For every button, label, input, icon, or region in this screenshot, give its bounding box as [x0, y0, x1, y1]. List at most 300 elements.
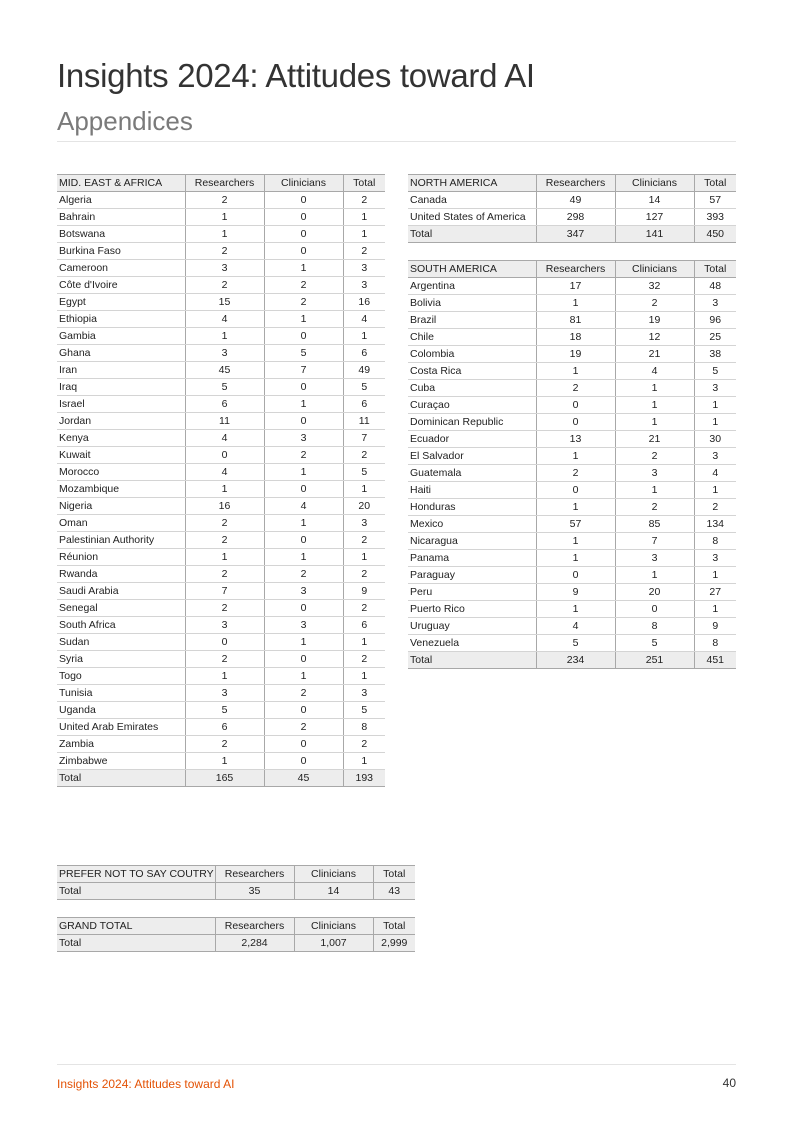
researchers-value: 0 — [536, 482, 615, 499]
researchers-value: 7 — [185, 583, 264, 600]
table-row — [408, 465, 736, 482]
country-name: Cameroon — [57, 260, 185, 277]
country-name: Total — [408, 226, 536, 243]
clinicians-value: 2 — [264, 566, 343, 583]
researchers-value: 3 — [185, 685, 264, 702]
table-row — [408, 499, 736, 516]
table-row — [57, 634, 385, 651]
country-name: Bahrain — [57, 209, 185, 226]
country-name: Puerto Rico — [408, 601, 536, 618]
total-value: 27 — [694, 584, 736, 601]
researchers-value: 57 — [536, 516, 615, 533]
clinicians-value: 0 — [264, 702, 343, 719]
clinicians-value: 2 — [264, 447, 343, 464]
clinicians-value: 0 — [264, 600, 343, 617]
clinicians-value: 0 — [264, 532, 343, 549]
region-label: PREFER NOT TO SAY COUTRY — [57, 866, 215, 883]
column-clinicians: Clinicians — [615, 175, 694, 192]
researchers-value: 5 — [185, 379, 264, 396]
total-value: 30 — [694, 431, 736, 448]
table-row — [57, 583, 385, 600]
country-name: Peru — [408, 584, 536, 601]
country-name: Zimbabwe — [57, 753, 185, 770]
table-row — [57, 379, 385, 396]
researchers-value: 2 — [536, 380, 615, 397]
total-value: 6 — [343, 345, 385, 362]
total-value: 1 — [343, 549, 385, 566]
researchers-value: 0 — [536, 397, 615, 414]
clinicians-value: 0 — [264, 481, 343, 498]
country-name: Total — [57, 935, 215, 952]
clinicians-value: 0 — [264, 651, 343, 668]
table-row — [408, 192, 736, 209]
clinicians-value: 3 — [615, 550, 694, 567]
researchers-value: 1 — [185, 753, 264, 770]
country-name: Gambia — [57, 328, 185, 345]
country-name: Venezuela — [408, 635, 536, 652]
clinicians-value: 1,007 — [294, 935, 373, 952]
total-value: 8 — [694, 533, 736, 550]
total-value: 2 — [343, 600, 385, 617]
clinicians-value: 0 — [264, 379, 343, 396]
total-value: 193 — [343, 770, 385, 787]
table-row — [408, 601, 736, 618]
country-name: South Africa — [57, 617, 185, 634]
researchers-value: 16 — [185, 498, 264, 515]
table-row — [408, 448, 736, 465]
clinicians-value: 8 — [615, 618, 694, 635]
clinicians-value: 2 — [264, 277, 343, 294]
researchers-value: 4 — [536, 618, 615, 635]
table-header-row — [57, 175, 385, 192]
total-value: 1 — [343, 634, 385, 651]
table-row — [57, 294, 385, 311]
column-clinicians: Clinicians — [264, 175, 343, 192]
table-row — [57, 549, 385, 566]
researchers-value: 1 — [185, 549, 264, 566]
total-value: 5 — [343, 379, 385, 396]
researchers-value: 2 — [185, 736, 264, 753]
researchers-value: 5 — [536, 635, 615, 652]
country-name: Haiti — [408, 482, 536, 499]
footer-title: Insights 2024: Attitudes toward AI — [57, 1077, 235, 1091]
country-name: Panama — [408, 550, 536, 567]
total-value: 1 — [343, 209, 385, 226]
clinicians-value: 14 — [294, 883, 373, 900]
clinicians-value: 4 — [615, 363, 694, 380]
researchers-value: 1 — [536, 533, 615, 550]
clinicians-value: 0 — [264, 736, 343, 753]
total-value: 3 — [343, 260, 385, 277]
total-value: 2,999 — [373, 935, 415, 952]
clinicians-value: 2 — [264, 719, 343, 736]
country-name: Réunion — [57, 549, 185, 566]
country-name: Total — [57, 883, 215, 900]
researchers-value: 35 — [215, 883, 294, 900]
total-value: 38 — [694, 346, 736, 363]
researchers-value: 3 — [185, 345, 264, 362]
researchers-value: 17 — [536, 278, 615, 295]
table-row — [408, 397, 736, 414]
country-name: Sudan — [57, 634, 185, 651]
table-row — [57, 617, 385, 634]
researchers-value: 298 — [536, 209, 615, 226]
researchers-value: 6 — [185, 719, 264, 736]
column-researchers: Researchers — [536, 175, 615, 192]
clinicians-value: 21 — [615, 431, 694, 448]
country-name: Total — [57, 770, 185, 787]
researchers-value: 13 — [536, 431, 615, 448]
researchers-value: 1 — [185, 226, 264, 243]
table-row — [57, 702, 385, 719]
total-value: 43 — [373, 883, 415, 900]
researchers-value: 2 — [185, 192, 264, 209]
researchers-value: 19 — [536, 346, 615, 363]
total-value: 3 — [343, 515, 385, 532]
clinicians-value: 0 — [264, 226, 343, 243]
country-name: Total — [408, 652, 536, 669]
table-row — [408, 329, 736, 346]
total-value: 5 — [343, 702, 385, 719]
table-row — [408, 635, 736, 652]
column-researchers: Researchers — [215, 866, 294, 883]
country-name: Uruguay — [408, 618, 536, 635]
country-name: United Arab Emirates — [57, 719, 185, 736]
column-researchers: Researchers — [215, 918, 294, 935]
clinicians-value: 1 — [615, 567, 694, 584]
table-row — [57, 311, 385, 328]
total-value: 6 — [343, 396, 385, 413]
total-value: 7 — [343, 430, 385, 447]
table-row — [57, 651, 385, 668]
total-value: 2 — [694, 499, 736, 516]
total-value: 48 — [694, 278, 736, 295]
total-value: 2 — [343, 447, 385, 464]
clinicians-value: 3 — [264, 617, 343, 634]
table-row — [57, 719, 385, 736]
region-label: NORTH AMERICA — [408, 175, 536, 192]
researchers-value: 1 — [536, 295, 615, 312]
researchers-value: 1 — [185, 328, 264, 345]
clinicians-value: 2 — [615, 295, 694, 312]
researchers-value: 1 — [536, 499, 615, 516]
total-value: 2 — [343, 736, 385, 753]
country-name: Nicaragua — [408, 533, 536, 550]
researchers-value: 3 — [185, 617, 264, 634]
country-name: Rwanda — [57, 566, 185, 583]
researchers-value: 1 — [536, 550, 615, 567]
researchers-value: 15 — [185, 294, 264, 311]
clinicians-value: 141 — [615, 226, 694, 243]
researchers-value: 0 — [536, 414, 615, 431]
country-name: El Salvador — [408, 448, 536, 465]
researchers-value: 347 — [536, 226, 615, 243]
table-row — [408, 363, 736, 380]
country-name: Algeria — [57, 192, 185, 209]
clinicians-value: 0 — [264, 192, 343, 209]
researchers-value: 4 — [185, 464, 264, 481]
column-clinicians: Clinicians — [294, 918, 373, 935]
clinicians-value: 2 — [615, 448, 694, 465]
column-total: Total — [694, 261, 736, 278]
table-row — [57, 226, 385, 243]
total-value: 6 — [343, 617, 385, 634]
total-value: 9 — [694, 618, 736, 635]
clinicians-value: 1 — [615, 414, 694, 431]
clinicians-value: 19 — [615, 312, 694, 329]
country-name: Syria — [57, 651, 185, 668]
table-row — [57, 396, 385, 413]
table-row — [57, 277, 385, 294]
country-name: Brazil — [408, 312, 536, 329]
table-header-row — [408, 175, 736, 192]
table-row — [408, 278, 736, 295]
country-name: Mozambique — [57, 481, 185, 498]
total-value: 4 — [343, 311, 385, 328]
total-value: 1 — [694, 601, 736, 618]
researchers-value: 81 — [536, 312, 615, 329]
table-row — [57, 209, 385, 226]
column-clinicians: Clinicians — [615, 261, 694, 278]
total-value: 451 — [694, 652, 736, 669]
clinicians-value: 32 — [615, 278, 694, 295]
total-value: 16 — [343, 294, 385, 311]
country-name: Kuwait — [57, 447, 185, 464]
table-header-row — [408, 261, 736, 278]
clinicians-value: 0 — [264, 209, 343, 226]
researchers-value: 165 — [185, 770, 264, 787]
total-value: 1 — [343, 753, 385, 770]
country-name: Senegal — [57, 600, 185, 617]
table-row — [57, 685, 385, 702]
total-value: 3 — [343, 277, 385, 294]
total-value: 3 — [694, 380, 736, 397]
country-name: Jordan — [57, 413, 185, 430]
column-total: Total — [373, 918, 415, 935]
clinicians-value: 2 — [264, 294, 343, 311]
researchers-value: 2,284 — [215, 935, 294, 952]
region-label: SOUTH AMERICA — [408, 261, 536, 278]
table-row — [57, 362, 385, 379]
researchers-value: 2 — [185, 600, 264, 617]
clinicians-value: 7 — [615, 533, 694, 550]
researchers-value: 0 — [185, 634, 264, 651]
country-name: Costa Rica — [408, 363, 536, 380]
researchers-value: 2 — [185, 243, 264, 260]
column-total: Total — [373, 866, 415, 883]
table-row — [57, 243, 385, 260]
table-row — [408, 618, 736, 635]
clinicians-value: 1 — [264, 260, 343, 277]
researchers-value: 6 — [185, 396, 264, 413]
table-header-row — [57, 918, 415, 935]
table-row — [408, 312, 736, 329]
country-name: Mexico — [408, 516, 536, 533]
table-row — [57, 345, 385, 362]
table-row — [57, 498, 385, 515]
clinicians-value: 0 — [615, 601, 694, 618]
clinicians-value: 127 — [615, 209, 694, 226]
total-value: 3 — [694, 550, 736, 567]
researchers-value: 2 — [185, 651, 264, 668]
clinicians-value: 4 — [264, 498, 343, 515]
country-name: Botswana — [57, 226, 185, 243]
researchers-value: 2 — [185, 515, 264, 532]
researchers-value: 2 — [185, 566, 264, 583]
researchers-value: 4 — [185, 311, 264, 328]
table-row — [57, 668, 385, 685]
table-row — [408, 482, 736, 499]
total-value: 2 — [343, 192, 385, 209]
footer-divider — [57, 1064, 736, 1065]
researchers-value: 2 — [536, 465, 615, 482]
total-value: 2 — [343, 566, 385, 583]
total-value: 4 — [694, 465, 736, 482]
clinicians-value: 3 — [264, 430, 343, 447]
clinicians-value: 5 — [264, 345, 343, 362]
total-value: 1 — [343, 226, 385, 243]
page-number: 40 — [722, 1076, 736, 1090]
total-value: 3 — [694, 295, 736, 312]
country-name: Tunisia — [57, 685, 185, 702]
country-name: Saudi Arabia — [57, 583, 185, 600]
researchers-value: 1 — [185, 209, 264, 226]
total-value: 393 — [694, 209, 736, 226]
total-value: 1 — [694, 482, 736, 499]
researchers-value: 4 — [185, 430, 264, 447]
researchers-value: 9 — [536, 584, 615, 601]
table-row — [408, 209, 736, 226]
table-north-america — [408, 174, 736, 243]
table-row — [408, 584, 736, 601]
country-name: Iraq — [57, 379, 185, 396]
total-value: 9 — [343, 583, 385, 600]
table-prefer-not-to-say — [57, 865, 415, 900]
clinicians-value: 1 — [264, 311, 343, 328]
total-value: 57 — [694, 192, 736, 209]
table-row — [408, 380, 736, 397]
clinicians-value: 20 — [615, 584, 694, 601]
total-value: 1 — [694, 414, 736, 431]
total-row — [408, 652, 736, 669]
country-name: Egypt — [57, 294, 185, 311]
clinicians-value: 1 — [615, 380, 694, 397]
country-name: Côte d'Ivoire — [57, 277, 185, 294]
country-name: Palestinian Authority — [57, 532, 185, 549]
clinicians-value: 2 — [264, 685, 343, 702]
total-value: 2 — [343, 243, 385, 260]
total-value: 20 — [343, 498, 385, 515]
researchers-value: 2 — [185, 277, 264, 294]
total-value: 450 — [694, 226, 736, 243]
column-total: Total — [343, 175, 385, 192]
researchers-value: 18 — [536, 329, 615, 346]
clinicians-value: 0 — [264, 243, 343, 260]
researchers-value: 5 — [185, 702, 264, 719]
researchers-value: 0 — [185, 447, 264, 464]
country-name: Cuba — [408, 380, 536, 397]
page-title: Insights 2024: Attitudes toward AI — [57, 57, 535, 94]
table-south-america — [408, 260, 736, 669]
table-row — [57, 447, 385, 464]
researchers-value: 1 — [185, 668, 264, 685]
table-row — [57, 328, 385, 345]
country-name: Dominican Republic — [408, 414, 536, 431]
country-name: Canada — [408, 192, 536, 209]
clinicians-value: 12 — [615, 329, 694, 346]
table-row — [408, 516, 736, 533]
region-label: MID. EAST & AFRICA — [57, 175, 185, 192]
table-row — [57, 566, 385, 583]
researchers-value: 45 — [185, 362, 264, 379]
table-grand-total — [57, 917, 415, 952]
column-researchers: Researchers — [185, 175, 264, 192]
column-clinicians: Clinicians — [294, 866, 373, 883]
total-value: 1 — [694, 567, 736, 584]
country-name: Togo — [57, 668, 185, 685]
clinicians-value: 1 — [264, 464, 343, 481]
researchers-value: 2 — [185, 532, 264, 549]
clinicians-value: 7 — [264, 362, 343, 379]
clinicians-value: 251 — [615, 652, 694, 669]
table-row — [408, 431, 736, 448]
clinicians-value: 1 — [615, 397, 694, 414]
table-row — [57, 532, 385, 549]
country-name: Colombia — [408, 346, 536, 363]
clinicians-value: 45 — [264, 770, 343, 787]
country-name: Kenya — [57, 430, 185, 447]
clinicians-value: 0 — [264, 753, 343, 770]
table-mid-east-africa — [57, 174, 385, 787]
country-name: Uganda — [57, 702, 185, 719]
researchers-value: 3 — [185, 260, 264, 277]
clinicians-value: 1 — [264, 396, 343, 413]
total-value: 2 — [343, 651, 385, 668]
table-row — [57, 464, 385, 481]
total-value: 25 — [694, 329, 736, 346]
total-row — [408, 226, 736, 243]
clinicians-value: 0 — [264, 413, 343, 430]
clinicians-value: 1 — [615, 482, 694, 499]
country-name: Nigeria — [57, 498, 185, 515]
clinicians-value: 1 — [264, 634, 343, 651]
clinicians-value: 1 — [264, 549, 343, 566]
column-total: Total — [694, 175, 736, 192]
total-value: 8 — [694, 635, 736, 652]
country-name: Ecuador — [408, 431, 536, 448]
clinicians-value: 3 — [264, 583, 343, 600]
table-row — [408, 346, 736, 363]
clinicians-value: 14 — [615, 192, 694, 209]
total-value: 3 — [343, 685, 385, 702]
country-name: Argentina — [408, 278, 536, 295]
table-row — [57, 600, 385, 617]
total-row — [57, 770, 385, 787]
table-row — [57, 192, 385, 209]
table-row — [57, 515, 385, 532]
country-name: Guatemala — [408, 465, 536, 482]
clinicians-value: 3 — [615, 465, 694, 482]
table-row — [408, 295, 736, 312]
table-row — [57, 481, 385, 498]
country-name: Ghana — [57, 345, 185, 362]
total-value: 5 — [343, 464, 385, 481]
country-name: Israel — [57, 396, 185, 413]
clinicians-value: 1 — [264, 515, 343, 532]
country-name: Chile — [408, 329, 536, 346]
total-value: 2 — [343, 532, 385, 549]
clinicians-value: 21 — [615, 346, 694, 363]
